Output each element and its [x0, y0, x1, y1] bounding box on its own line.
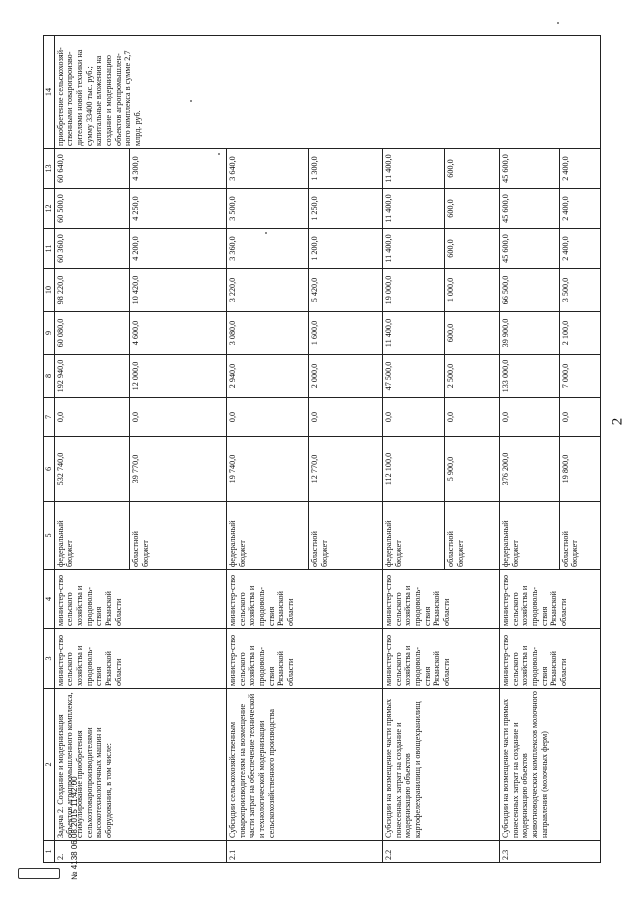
funding-source: областной бюджет [309, 502, 382, 570]
page-number: 2 [609, 417, 626, 426]
value-cell: 0,0 [382, 398, 444, 437]
table-row [382, 36, 444, 863]
col-header: 7 [44, 398, 55, 437]
value-cell: 1 000,0 [444, 269, 499, 312]
table-row [499, 36, 559, 863]
value-cell: 3 500,0 [226, 189, 309, 229]
value-cell: 45 600,0 [499, 149, 559, 189]
value-cell: 98 220,0 [54, 269, 130, 312]
coordinator: министер-ство сельского хозяйства и продоволь-ствия Рязанской области [499, 629, 600, 689]
value-cell: 10 420,0 [130, 269, 226, 312]
executor: министер-ство сельского хозяйства и продоволь-ствия Рязанской области [226, 570, 382, 629]
registration-stamp-icon [18, 868, 60, 879]
total-value: 39 770,0 [130, 437, 226, 502]
funding-source: областной бюджет [444, 502, 499, 570]
total-value: 19 800,0 [559, 437, 600, 502]
value-cell: 0,0 [444, 398, 499, 437]
item-description: Субсидии на возмещение части прямых понесенных затрат на создание и модернизацию объектов картофелехранилищ и овощехранилищ [382, 689, 499, 841]
executor: министер-ство сельского хозяйства и продоволь-ствия Рязанской области [382, 570, 499, 629]
item-description: Субсидии сельскохозяйственным товаропроизводителям на возмещение части затрат на обеспечение технической и технологической модернизации сельскохозяйственного производства [226, 689, 382, 841]
total-value: 19 740,0 [226, 437, 309, 502]
value-cell: 192 940,0 [54, 355, 130, 398]
value-cell: 3 360,0 [226, 229, 309, 269]
value-cell: 1 600,0 [309, 312, 382, 355]
scan-speck [557, 22, 559, 24]
item-number: 2.3 [499, 841, 600, 863]
value-cell: 60 360,0 [54, 229, 130, 269]
table-row [226, 36, 309, 863]
coordinator: министер-ство сельского хозяйства и продоволь-ствия Рязанской области [226, 629, 382, 689]
col-header: 11 [44, 229, 55, 269]
funding-source: федеральный бюджет [54, 502, 130, 570]
total-value: 112 100,0 [382, 437, 444, 502]
item-number: 2. [54, 841, 226, 863]
coordinator: министер-ство сельского хозяйства и продоволь-ствия Рязанской области [382, 629, 499, 689]
total-value: 5 900,0 [444, 437, 499, 502]
value-cell: 1 250,0 [309, 189, 382, 229]
col-header: 1 [44, 841, 55, 863]
value-cell: 1 300,0 [309, 149, 382, 189]
item-description: Задача 2. Создание и модернизация объектов агропромышленного комплекса, стимулирование приобретения сельхозтоваропроизводителями высокотехнологичных машин и оборудования, в том числе: [54, 689, 226, 841]
value-cell: 3 640,0 [226, 149, 309, 189]
value-cell: 19 000,0 [382, 269, 444, 312]
value-cell: 0,0 [54, 398, 130, 437]
value-cell: 4 200,0 [130, 229, 226, 269]
value-cell: 4 300,0 [130, 149, 226, 189]
col-header: 8 [44, 355, 55, 398]
col-header: 4 [44, 570, 55, 629]
item-number: 2.1 [226, 841, 382, 863]
col-header: 3 [44, 629, 55, 689]
value-cell: 39 900,0 [499, 312, 559, 355]
funding-source: областной бюджет [130, 502, 226, 570]
budget-table [43, 35, 601, 863]
funding-source: федеральный бюджет [226, 502, 309, 570]
value-cell: 3 080,0 [226, 312, 309, 355]
executor: министер-ство сельского хозяйства и продоволь-ствия Рязанской области [54, 570, 226, 629]
value-cell: 60 080,0 [54, 312, 130, 355]
col-header: 6 [44, 437, 55, 502]
value-cell: 11 400,0 [382, 189, 444, 229]
col-header: 10 [44, 269, 55, 312]
value-cell: 47 500,0 [382, 355, 444, 398]
budget-table-rotated [43, 36, 601, 863]
value-cell: 0,0 [130, 398, 226, 437]
value-cell: 4 250,0 [130, 189, 226, 229]
executor: министер-ство сельского хозяйства и продоволь-ствия Рязанской области [499, 570, 600, 629]
col-header: 9 [44, 312, 55, 355]
value-cell: 600,0 [444, 149, 499, 189]
value-cell: 600,0 [444, 312, 499, 355]
value-cell: 3 500,0 [559, 269, 600, 312]
value-cell: 2 940,0 [226, 355, 309, 398]
total-value: 376 200,0 [499, 437, 559, 502]
value-cell: 3 220,0 [226, 269, 309, 312]
value-cell: 600,0 [444, 189, 499, 229]
coordinator: министер-ство сельского хозяйства и продоволь-ствия Рязанской области [54, 629, 226, 689]
expected-results: приобретение сельскохозяй-ственными товаропроизво-дителями новой техники на сумму 33400 тыс. руб.; капитальные вложения на создание и модернизацию объектов агропромышлен-ного комплекса в сумме 2,7 млрд. руб. [54, 36, 600, 149]
col-header: 12 [44, 189, 55, 229]
value-cell: 45 600,0 [499, 229, 559, 269]
value-cell: 600,0 [444, 229, 499, 269]
total-value: 12 770,0 [309, 437, 382, 502]
col-header: 13 [44, 149, 55, 189]
value-cell: 11 400,0 [382, 229, 444, 269]
col-header: 14 [44, 36, 55, 149]
value-cell: 1 200,0 [309, 229, 382, 269]
value-cell: 2 100,0 [559, 312, 600, 355]
value-cell: 0,0 [226, 398, 309, 437]
column-number-row [44, 36, 55, 863]
item-description: Субсидии на возмещение части прямых понесенных затрат на создание и модернизацию объектов животноводческих комплексов молочного направления (молочных ферм) [499, 689, 600, 841]
value-cell: 0,0 [309, 398, 382, 437]
value-cell: 0,0 [499, 398, 559, 437]
value-cell: 2 500,0 [444, 355, 499, 398]
value-cell: 5 420,0 [309, 269, 382, 312]
value-cell: 2 000,0 [309, 355, 382, 398]
table-row [54, 36, 130, 863]
value-cell: 11 400,0 [382, 149, 444, 189]
value-cell: 2 400,0 [559, 229, 600, 269]
value-cell: 45 600,0 [499, 189, 559, 229]
value-cell: 4 600,0 [130, 312, 226, 355]
value-cell: 2 400,0 [559, 149, 600, 189]
col-header: 2 [44, 689, 55, 841]
col-header: 5 [44, 502, 55, 570]
value-cell: 0,0 [559, 398, 600, 437]
value-cell: 12 000,0 [130, 355, 226, 398]
value-cell: 66 500,0 [499, 269, 559, 312]
value-cell: 60 640,0 [54, 149, 130, 189]
value-cell: 11 400,0 [382, 312, 444, 355]
registration-footer: № 4138 06.08.2015 11:42:00 [70, 776, 79, 880]
funding-source: федеральный бюджет [499, 502, 559, 570]
value-cell: 7 000,0 [559, 355, 600, 398]
funding-source: областной бюджет [559, 502, 600, 570]
funding-source: федеральный бюджет [382, 502, 444, 570]
value-cell: 60 500,0 [54, 189, 130, 229]
total-value: 532 740,0 [54, 437, 130, 502]
item-number: 2.2 [382, 841, 499, 863]
value-cell: 133 000,0 [499, 355, 559, 398]
value-cell: 2 400,0 [559, 189, 600, 229]
